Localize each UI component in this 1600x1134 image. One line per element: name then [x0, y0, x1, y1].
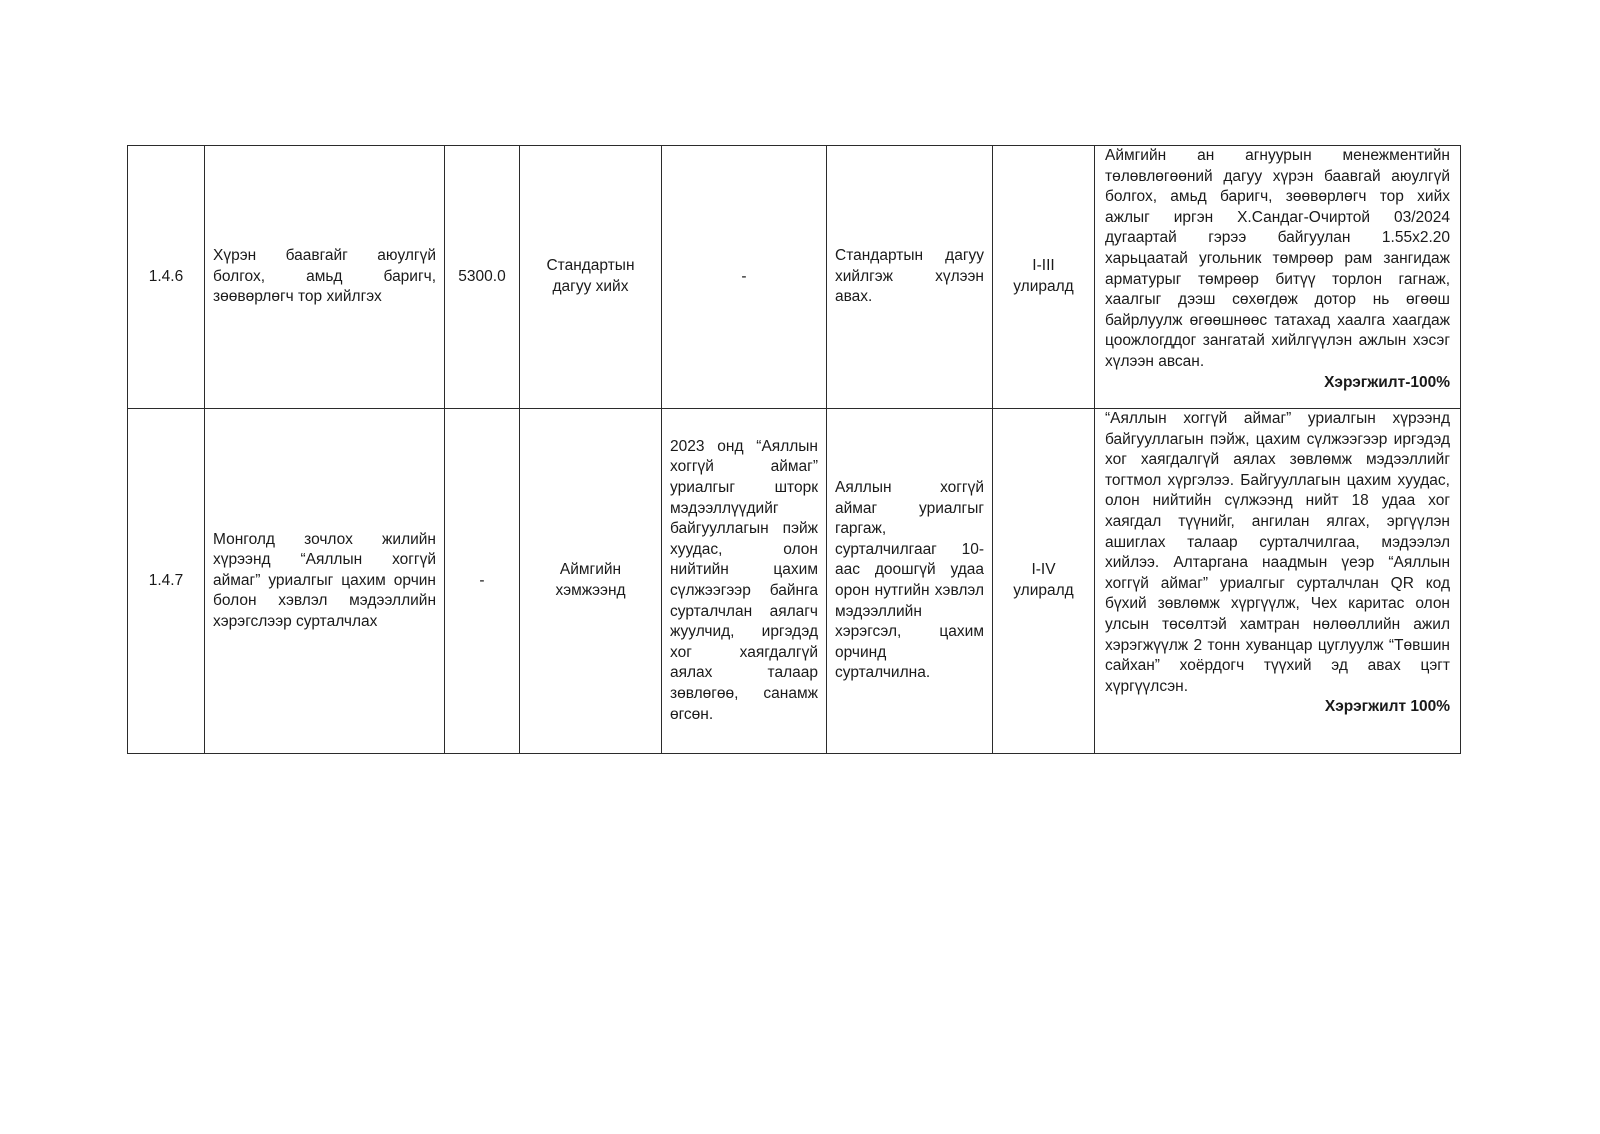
- target-cell: Стандартын дагуу хийлгэж хүлээн авах.: [827, 146, 993, 409]
- criteria-cell: Стандартын дагуу хийх: [520, 146, 662, 409]
- period-cell: I-IV улиралд: [993, 409, 1095, 754]
- result-cell: [1095, 409, 1461, 754]
- result-cell: [1095, 146, 1461, 409]
- budget-cell: 5300.0: [445, 146, 520, 409]
- completion-status: Хэрэгжилт-100%: [1324, 373, 1450, 391]
- table-row: [128, 409, 1461, 754]
- baseline-cell: 2023 онд “Аяллын хоггүй аймаг” уриалгыг шторк мэдээллүүдийг байгууллагын пэйж хуудас, олон нийтийн цахим сүлжээгээр байнга сурталчлан аялагч жуулчид, иргэдэд хог хаягдалгүй аялах талаар зөвлөгөө, санамж өгсөн.: [662, 409, 827, 754]
- row-number: 1.4.6: [128, 146, 205, 409]
- result-text: Аймгийн ан агнуурын менежментийн төлөвлөгөөний дагуу хүрэн баавгай аюулгүй болгох, амьд баригч, зөөвөрлөгч тор хийх ажлыг иргэн Х.Сандаг-Очиртой 03/2024 дугаартай гэрээ байгуулан 1.55х2.20 харьцаатай угольник төмрөөр рам зангидаж арматурыг төмрөөр битүү торлон гагнаж, хаалгыг дээш сөхөгдөж дотор нь өгөөш байрлуулж өгөөшнөөс татахад хаалга хаагдаж цоожлогддог зангатай хийлгүүлэн ажлын хэсэг хүлээн авсан.: [1105, 147, 1450, 370]
- result-text: “Аяллын хоггүй аймаг” уриалгын хүрээнд байгууллагын пэйж, цахим сүлжээгээр иргэдэд хог хаягдалгүй аялах зөвлөмж мэдээллийг тогтмол хүргэлээ. Байгууллагын цахим хуудас, олон нийтийн сүлжээнд нийт 18 удаа хог хаягдал түүнийг, ангилан ялгах, эргүүлэн ашиглах талаар сурталчилгаа, мэдээлэл хийлээ. Алтаргана наадмын үеэр “Аяллын хоггүй аймаг” уриалгыг сурталчлан QR код бүхий зөвлөмж хүргүүлж, Чех каритас олон улсын төсөлтэй хамтран нөлөөллийн ажил хэрэгжүүлж 2 тонн хуванцар цуглуулж “Төвшин сайхан” хоёрдогч түүхий эд авах цэгт хүргүүлсэн.: [1105, 410, 1450, 695]
- budget-cell: -: [445, 409, 520, 754]
- table-row: [128, 146, 1461, 409]
- target-cell: Аяллын хоггүй аймаг уриалгыг гаргаж, сурталчилгааг 10-аас доошгүй удаа орон нутгийн хэвлэл мэдээллийн хэрэгсэл, цахим орчинд сурталчилна.: [827, 409, 993, 754]
- period-cell: I-III улиралд: [993, 146, 1095, 409]
- completion-status: Хэрэгжилт 100%: [1324, 698, 1450, 716]
- action-plan-table: [127, 145, 1461, 754]
- baseline-cell: -: [662, 146, 827, 409]
- activity-cell: Монголд зочлох жилийн хүрээнд “Аяллын хоггүй аймаг” уриалгыг цахим орчин болон хэвлэл мэдээллийн хэрэгслээр сурталчлах: [205, 409, 445, 754]
- criteria-cell: Аймгийн хэмжээнд: [520, 409, 662, 754]
- activity-cell: Хүрэн баавгайг аюулгүй болгох, амьд баригч, зөөвөрлөгч тор хийлгэх: [205, 146, 445, 409]
- row-number: 1.4.7: [128, 409, 205, 754]
